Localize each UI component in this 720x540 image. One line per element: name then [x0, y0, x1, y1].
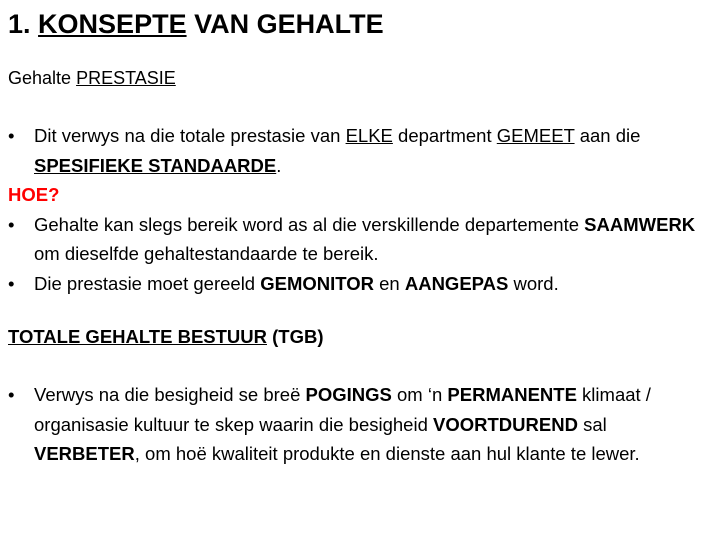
keyword: GEMONITOR: [260, 272, 374, 294]
text-run: klimaat / organisasie kultuur te skep waarin die besigheid: [34, 384, 651, 435]
title-rest: VAN GEHALTE: [194, 9, 384, 39]
section-tgb: [8, 380, 714, 469]
text-run: Gehalte kan slegs bereik word as al die verskillende departemente: [34, 213, 585, 235]
keyword: SPESIFIEKE STANDAARDE: [34, 154, 277, 176]
bullet-icon: •: [8, 272, 15, 294]
text-run: sal: [577, 413, 607, 435]
text-run: Die prestasie moet gereeld: [34, 272, 261, 294]
bullet-icon: •: [8, 125, 15, 146]
section-gehalte-prestasie: [8, 121, 714, 298]
text-run: om ‘n: [391, 384, 448, 405]
subtitle-prefix: Gehalte: [8, 68, 72, 88]
tgb-heading-suffix: (TGB): [272, 326, 324, 347]
text-run: Dit verwys na die totale prestasie van: [34, 125, 346, 146]
bullet-1-line-1: [34, 125, 640, 176]
keyword: ELKE: [345, 125, 393, 146]
keyword: AANGEPAS: [404, 272, 509, 294]
bullet-item-2: [8, 210, 714, 269]
text-run: om dieselfde gehaltestandaarde te bereik.: [34, 243, 379, 264]
text-run: department: [392, 125, 497, 146]
title-number: 1.: [8, 9, 31, 39]
bullet-icon: •: [8, 384, 15, 405]
text-run: , om hoë kwaliteit produkte en dienste aan hul klante te lewer.: [134, 443, 640, 464]
bullet-item-3: [8, 269, 714, 299]
text-run: .: [276, 154, 282, 176]
bullet-item-1: [8, 121, 714, 180]
keyword: VOORTDUREND: [433, 413, 578, 435]
keyword: VERBETER: [34, 443, 135, 464]
question-label: HOE?: [8, 184, 60, 205]
keyword: SAAMWERK: [584, 213, 696, 235]
text-run: aan die: [574, 125, 641, 146]
text-run: word.: [508, 272, 559, 294]
text-run: Verwys na die besigheid se breë: [34, 384, 306, 405]
text-run: en: [373, 272, 405, 294]
subtitle-underlined: PRESTASIE: [76, 68, 176, 88]
bullet-item-4: [8, 380, 714, 469]
keyword: GEMEET: [496, 125, 575, 146]
section-tgb-heading: [8, 322, 714, 352]
keyword: PERMANENTE: [447, 384, 577, 405]
subtitle: [8, 66, 176, 90]
title-underlined-word: KONSEPTE: [38, 9, 187, 39]
tgb-heading-underlined: TOTALE GEHALTE BESTUUR: [8, 326, 267, 347]
keyword: POGINGS: [305, 384, 392, 405]
slide-title: [8, 6, 384, 42]
bullet-icon: •: [8, 213, 15, 235]
